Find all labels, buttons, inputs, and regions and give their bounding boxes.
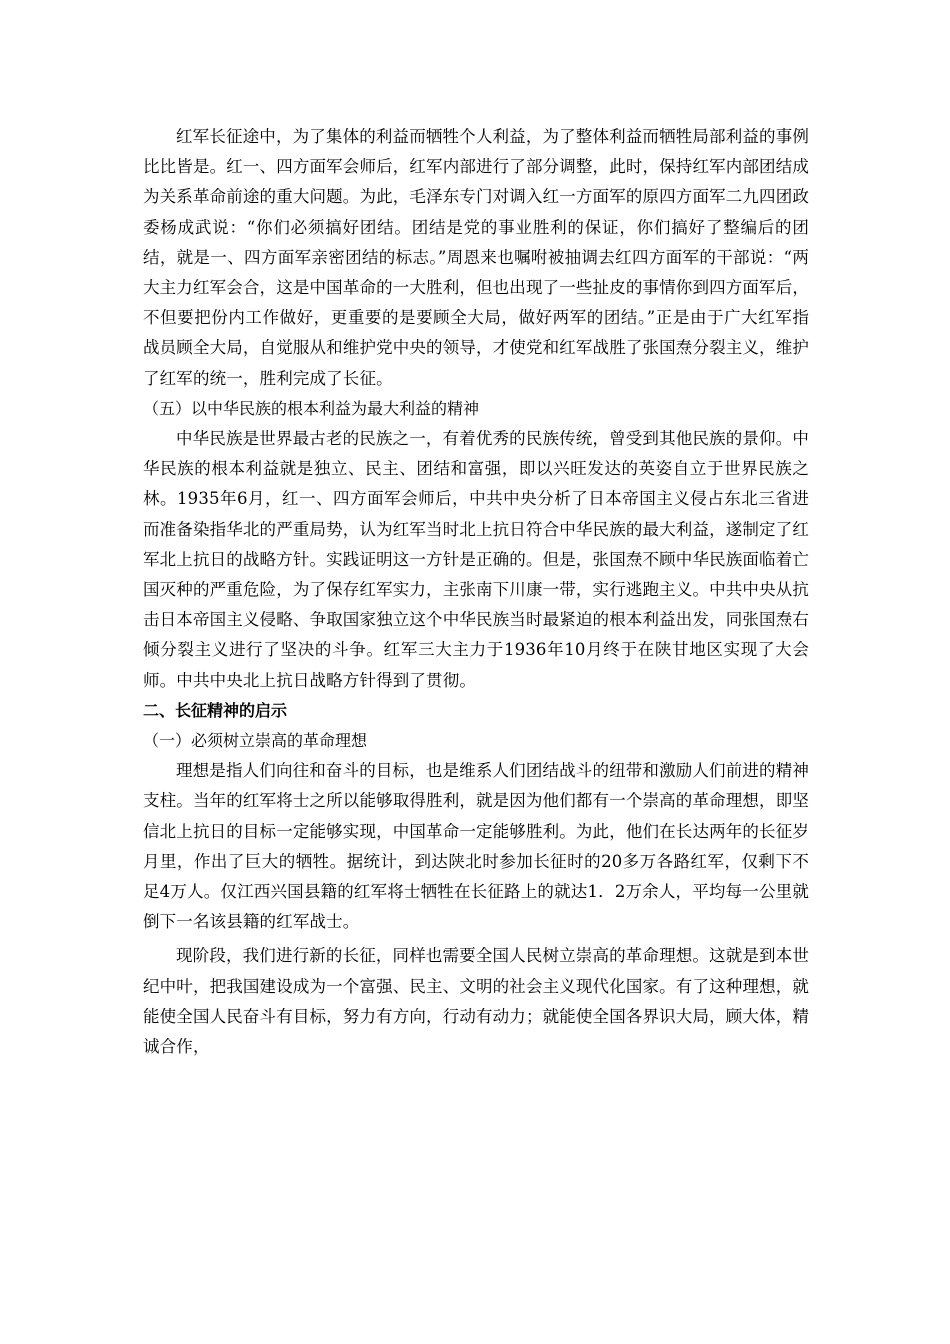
paragraph-national-interest: 中华民族是世界最古老的民族之一，有着优秀的民族传统，曾受到其他民族的景仰。中华民族的根本利益就是独立、民主、团结和富强，即以兴旺发达的英姿自立于世界民族之林。1935年6月，红一、四方面军会师后，中共中央分析了日本帝国主义侵占东北三省进而准备染指华北的严重局势，认为红军当时北上抗日符合中华民族的最大利益，遂制定了红军北上抗日的战略方针。实践证明这一方针是正确的。但是，张国焘不顾中华民族面临着亡国灭种的严重危险，为了保存红军实力，主张南下川康一带，实行逃跑主义。中共中央从抗击日本帝国主义侵略、争取国家独立这个中华民族当时最紧迫的根本利益出发，同张国焘右倾分裂主义进行了坚决的斗争。红军三大主力于1936年10月终于在陕甘地区实现了大会师。中共中央北上抗日战略方针得到了贯彻。 bbox=[143, 429, 809, 690]
paragraph-unity: 红军长征途中，为了集体的利益而牺牲个人利益，为了整体利益而牺牲局部利益的事例比比皆是。红一、四方面军会师后，红军内部进行了部分调整，此时，保持红军内部团结成为关系革命前途的重大问题。为此，毛泽东专门对调入红一方面军的原四方面军二九四团政委杨成武说：“你们必须搞好团结。团结是党的事业胜利的保证，你们搞好了整编后的团结，就是一、四方面军亲密团结的标志。”周恩来也嘱咐被抽调去红四方面军的干部说：“两大主力红军会合，这是中国革命的一大胜利，但也出现了一些扯皮的事情你到四方面军后，不但要把份内工作做好，更重要的是要顾全大局，做好两军的团结。”正是由于广大红军指战员顾全大局，自觉服从和维护党中央的领导，才使党和红军战胜了张国焘分裂主义，维护了红军的统一，胜利完成了长征。 bbox=[143, 127, 809, 388]
paragraph-new-long-march: 现阶段，我们进行新的长征，同样也需要全国人民树立崇高的革命理想。这就是到本世纪中叶，把我国建设成为一个富强、民主、文明的社会主义现代化国家。有了这种理想，就能使全国人民奋斗有目标，努力有方向，行动有动力；就能使全国各界识大局，顾大体，精诚合作， bbox=[143, 946, 809, 1057]
document-body bbox=[143, 122, 809, 1062]
section-heading-revelations: 二、长征精神的启示 bbox=[143, 700, 288, 720]
subheading-ideals: （一）必须树立崇高的革命理想 bbox=[143, 731, 368, 751]
subheading-national-interest: （五）以中华民族的根本利益为最大利益的精神 bbox=[143, 398, 480, 418]
paragraph-ideals: 理想是指人们向往和奋斗的目标，也是维系人们团结战斗的纽带和激励人们前进的精神支柱。当年的红军将士之所以能够取得胜利，就是因为他们都有一个崇高的革命理想，即坚信北上抗日的目标一定能够实现，中国革命一定能够胜利。为此，他们在长达两年的长征岁月里，作出了巨大的牺牲。据统计，到达陕北时参加长征时的20多万各路红军，仅剩下不足4万人。仅江西兴国县籍的红军将士牺牲在长征路上的就达1．2万余人，平均每一公里就倒下一名该县籍的红军战士。 bbox=[143, 761, 809, 932]
